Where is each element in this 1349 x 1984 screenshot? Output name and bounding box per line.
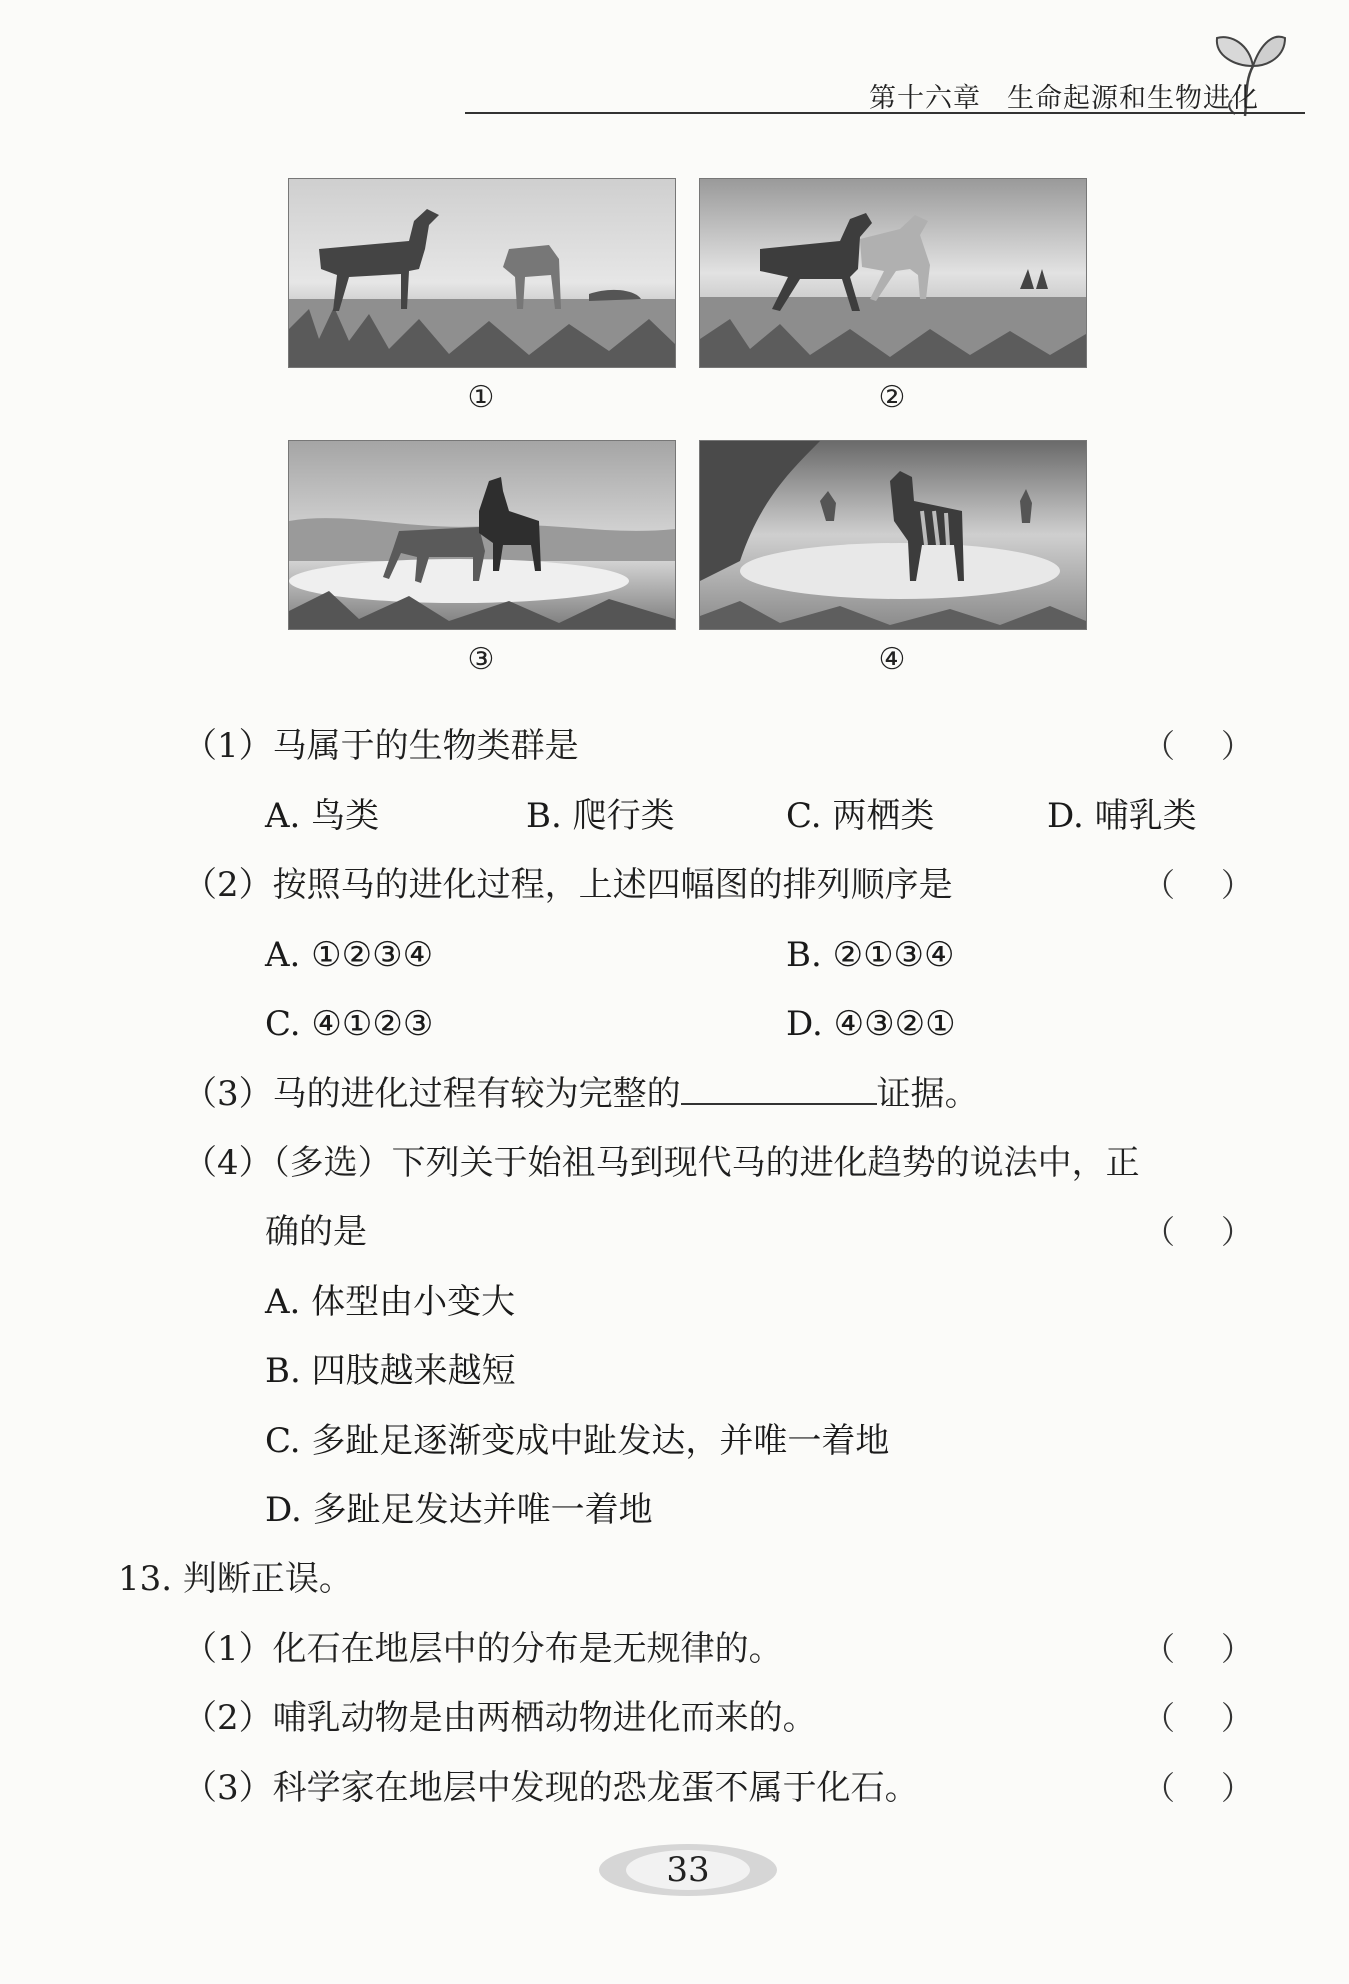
page-number: 33 xyxy=(666,1850,710,1890)
figure-4-label: ④ xyxy=(878,642,906,677)
chapter-header xyxy=(869,76,1259,115)
answer-paren-q1[interactable]: （ ） xyxy=(1143,727,1253,765)
question-2-stem: （2）按照马的进化过程，上述四幅图的排列顺序是 xyxy=(183,865,953,905)
q4-option-a[interactable]: A. 体型由小变大 xyxy=(265,1282,516,1322)
q1-option-d[interactable]: D. 哺乳类 xyxy=(1047,796,1197,836)
q13-item-3: （3）科学家在地层中发现的恐龙蛋不属于化石。 xyxy=(183,1768,919,1808)
q2-option-a[interactable]: A. ①②③④ xyxy=(265,935,434,975)
figure-2-label: ② xyxy=(878,380,906,415)
figure-2-photo xyxy=(699,178,1087,368)
q1-option-a[interactable]: A. 鸟类 xyxy=(265,796,380,836)
chapter-number: 第十六章 xyxy=(869,83,981,114)
page-number-badge xyxy=(597,1840,779,1900)
figure-3-photo xyxy=(288,440,676,630)
question-3-stem: （3）马的进化过程有较为完整的 证据。 xyxy=(183,1074,979,1114)
chapter-title: 生命起源和生物进化 xyxy=(1007,83,1259,114)
answer-paren-q13-2[interactable]: （ ） xyxy=(1143,1699,1253,1737)
figure-3-label: ③ xyxy=(467,642,495,677)
q13-item-1: （1）化石在地层中的分布是无规律的。 xyxy=(183,1629,783,1669)
q4-option-b[interactable]: B. 四肢越来越短 xyxy=(265,1351,516,1391)
q2-option-c[interactable]: C. ④①②③ xyxy=(265,1004,434,1044)
answer-paren-q2[interactable]: （ ） xyxy=(1143,866,1253,904)
figure-4-photo xyxy=(699,440,1087,630)
q4-option-d[interactable]: D. 多趾足发达并唯一着地 xyxy=(265,1490,653,1530)
q2-option-b[interactable]: B. ②①③④ xyxy=(786,935,955,975)
figure-1-photo xyxy=(288,178,676,368)
question-4-stem-line2: 确的是 xyxy=(265,1212,367,1252)
q2-option-d[interactable]: D. ④③②① xyxy=(786,1004,956,1044)
question-1-stem: （1）马属于的生物类群是 xyxy=(183,726,579,766)
answer-paren-q4[interactable]: （ ） xyxy=(1143,1213,1253,1251)
q4-option-c[interactable]: C. 多趾足逐渐变成中趾发达，并唯一着地 xyxy=(265,1421,890,1461)
figure-1-label: ① xyxy=(467,380,495,415)
question-13-title: 13. 判断正误。 xyxy=(118,1559,353,1599)
q1-option-b[interactable]: B. 爬行类 xyxy=(526,796,675,836)
q1-option-c[interactable]: C. 两栖类 xyxy=(786,796,935,836)
answer-paren-q13-1[interactable]: （ ） xyxy=(1143,1630,1253,1668)
q13-item-2: （2）哺乳动物是由两栖动物进化而来的。 xyxy=(183,1698,817,1738)
answer-paren-q13-3[interactable]: （ ） xyxy=(1143,1769,1253,1807)
question-4-stem-line1: （4）（多选）下列关于始祖马到现代马的进化趋势的说法中，正 xyxy=(183,1143,1140,1183)
fill-in-blank[interactable] xyxy=(681,1073,877,1105)
